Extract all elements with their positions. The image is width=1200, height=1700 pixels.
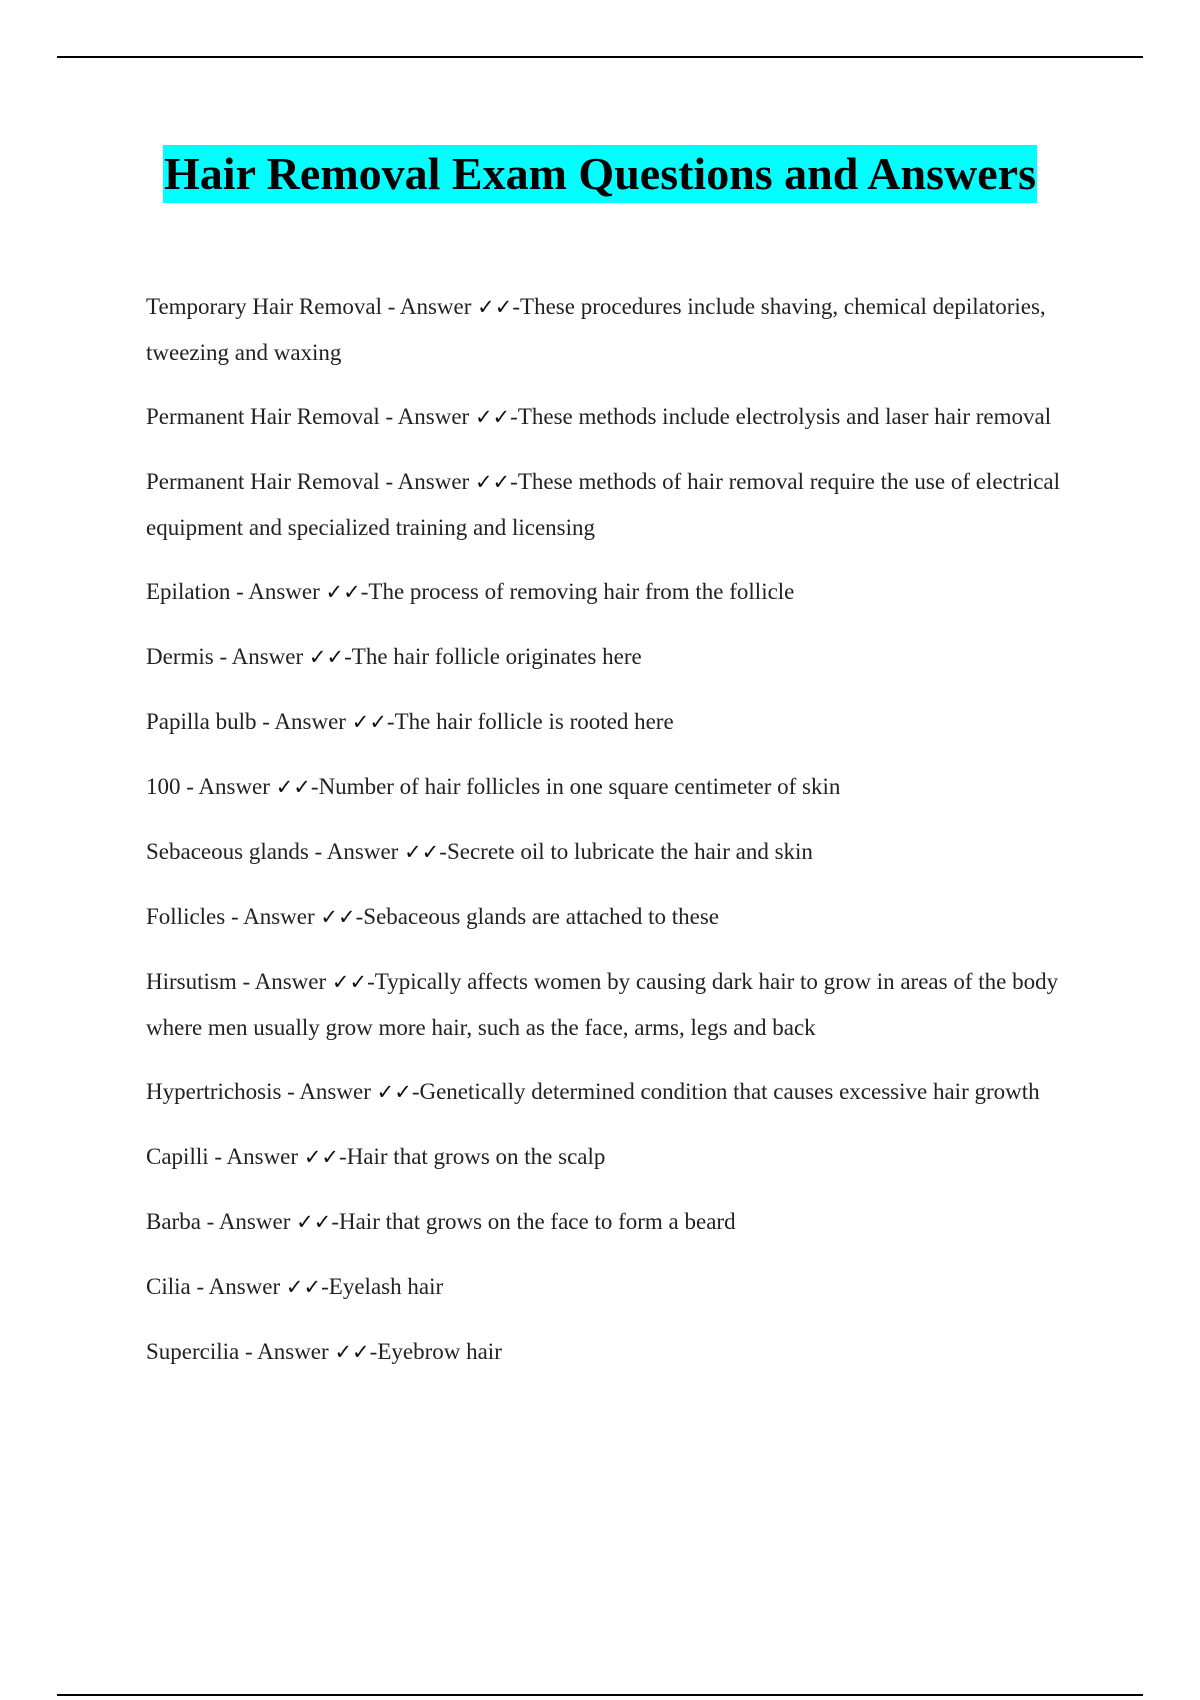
qa-term: Barba <box>146 1209 201 1234</box>
page-title: Hair Removal Exam Questions and Answers <box>163 145 1037 203</box>
title-container <box>0 145 1200 203</box>
qa-item: Dermis - Answer ✓✓-The hair follicle originates here <box>146 644 642 669</box>
answer-label: Answer <box>248 579 320 604</box>
qa-item: 100 - Answer ✓✓-Number of hair follicles in one square centimeter of skin <box>146 774 841 799</box>
qa-answer: The hair follicle originates here <box>351 644 642 669</box>
qa-answer: These methods of hair removal require the use of electrical equipment and specialized training and licensing <box>146 469 1061 540</box>
double-check-icon: ✓✓ <box>325 580 361 604</box>
answer-label: Answer <box>218 1209 291 1234</box>
qa-term: Cilia <box>146 1274 191 1299</box>
qa-answer: Secrete oil to lubricate the hair and skin <box>446 839 813 864</box>
footer-rule <box>57 1694 1143 1696</box>
qa-item: Permanent Hair Removal - Answer ✓✓-These methods include electrolysis and laser hair removal <box>146 404 1052 429</box>
qa-term: Temporary Hair Removal <box>146 294 382 319</box>
qa-answer: Genetically determined condition that causes excessive hair growth <box>419 1079 1040 1104</box>
qa-term: Follicles <box>146 904 226 929</box>
qa-answer: The hair follicle is rooted here <box>394 709 674 734</box>
qa-term: Capilli <box>146 1144 209 1169</box>
qa-answer: Hair that grows on the face to form a beard <box>338 1209 736 1234</box>
double-check-icon: ✓✓ <box>320 905 356 929</box>
double-check-icon: ✓✓ <box>376 1080 412 1104</box>
answer-label: Answer <box>243 904 315 929</box>
qa-item: Supercilia - Answer ✓✓-Eyebrow hair <box>146 1339 502 1364</box>
qa-answer: These methods include electrolysis and laser hair removal <box>517 404 1052 429</box>
answer-label: Answer <box>208 1274 281 1299</box>
answer-label: Answer <box>231 644 304 669</box>
qa-term: Permanent Hair Removal <box>146 404 380 429</box>
qa-answer: Number of hair follicles in one square centimeter of skin <box>318 774 841 799</box>
qa-term: Hirsutism <box>146 969 237 994</box>
double-check-icon: ✓✓ <box>331 970 368 994</box>
qa-item: Barba - Answer ✓✓-Hair that grows on the face to form a beard <box>146 1209 736 1234</box>
double-check-icon: ✓✓ <box>351 710 387 734</box>
qa-item: Hypertrichosis - Answer ✓✓-Genetically determined condition that causes excessive hair growth <box>146 1079 1040 1104</box>
qa-answer: Sebaceous glands are attached to these <box>363 904 720 929</box>
double-check-icon: ✓✓ <box>275 775 311 799</box>
answer-label: Answer <box>257 1339 329 1364</box>
qa-answer: Hair that grows on the scalp <box>346 1144 606 1169</box>
qa-answer: The process of removing hair from the follicle <box>368 579 795 604</box>
header-rule <box>57 56 1143 58</box>
qa-item: Permanent Hair Removal - Answer ✓✓-These methods of hair removal require the use of electrical equipment and specialized training and licensing <box>146 469 1061 540</box>
qa-answer: Typically affects women by causing dark hair to grow in areas of the body where men usually grow more hair, such as the face, arms, legs and back <box>146 969 1059 1040</box>
double-check-icon: ✓✓ <box>474 405 511 429</box>
qa-item: Sebaceous glands - Answer ✓✓-Secrete oil to lubricate the hair and skin <box>146 839 813 864</box>
answer-label: Answer <box>397 404 470 429</box>
qa-item: Follicles - Answer ✓✓-Sebaceous glands are attached to these <box>146 904 720 929</box>
qa-answer: These procedures include shaving, chemical depilatories, tweezing and waxing <box>146 294 1046 365</box>
double-check-icon: ✓✓ <box>285 1275 322 1299</box>
double-check-icon: ✓✓ <box>404 840 440 864</box>
qa-term: Permanent Hair Removal <box>146 469 380 494</box>
answer-label: Answer <box>254 969 327 994</box>
qa-item: Hirsutism - Answer ✓✓-Typically affects women by causing dark hair to grow in areas of the body where men usually grow more hair, such as the face, arms, legs and back <box>146 969 1059 1040</box>
answer-label: Answer <box>274 709 346 734</box>
qa-item: Temporary Hair Removal - Answer ✓✓-These procedures include shaving, chemical depilatories, tweezing and waxing <box>146 294 1046 365</box>
double-check-icon: ✓✓ <box>334 1340 370 1364</box>
answer-label: Answer <box>397 469 470 494</box>
qa-item: Epilation - Answer ✓✓-The process of removing hair from the follicle <box>146 579 795 604</box>
qa-item: Papilla bulb - Answer ✓✓-The hair follicle is rooted here <box>146 709 674 734</box>
answer-label: Answer <box>299 1079 371 1104</box>
answer-label: Answer <box>198 774 270 799</box>
double-check-icon: ✓✓ <box>303 1145 340 1169</box>
answer-label: Answer <box>326 839 399 864</box>
qa-item: Capilli - Answer ✓✓-Hair that grows on the scalp <box>146 1144 606 1169</box>
double-check-icon: ✓✓ <box>474 470 511 494</box>
qa-term: Sebaceous glands <box>146 839 309 864</box>
double-check-icon: ✓✓ <box>296 1210 332 1234</box>
qa-term: Dermis <box>146 644 214 669</box>
double-check-icon: ✓✓ <box>308 645 345 669</box>
qa-term: 100 <box>146 774 181 799</box>
qa-term: Hypertrichosis <box>146 1079 282 1104</box>
qa-answer: Eyebrow hair <box>377 1339 502 1364</box>
qa-answer: Eyelash hair <box>328 1274 444 1299</box>
double-check-icon: ✓✓ <box>477 295 513 319</box>
qa-term: Epilation <box>146 579 231 604</box>
qa-list <box>146 284 1086 1394</box>
answer-label: Answer <box>399 294 472 319</box>
qa-term: Papilla bulb <box>146 709 257 734</box>
qa-item: Cilia - Answer ✓✓-Eyelash hair <box>146 1274 444 1299</box>
answer-label: Answer <box>226 1144 299 1169</box>
qa-term: Supercilia <box>146 1339 240 1364</box>
